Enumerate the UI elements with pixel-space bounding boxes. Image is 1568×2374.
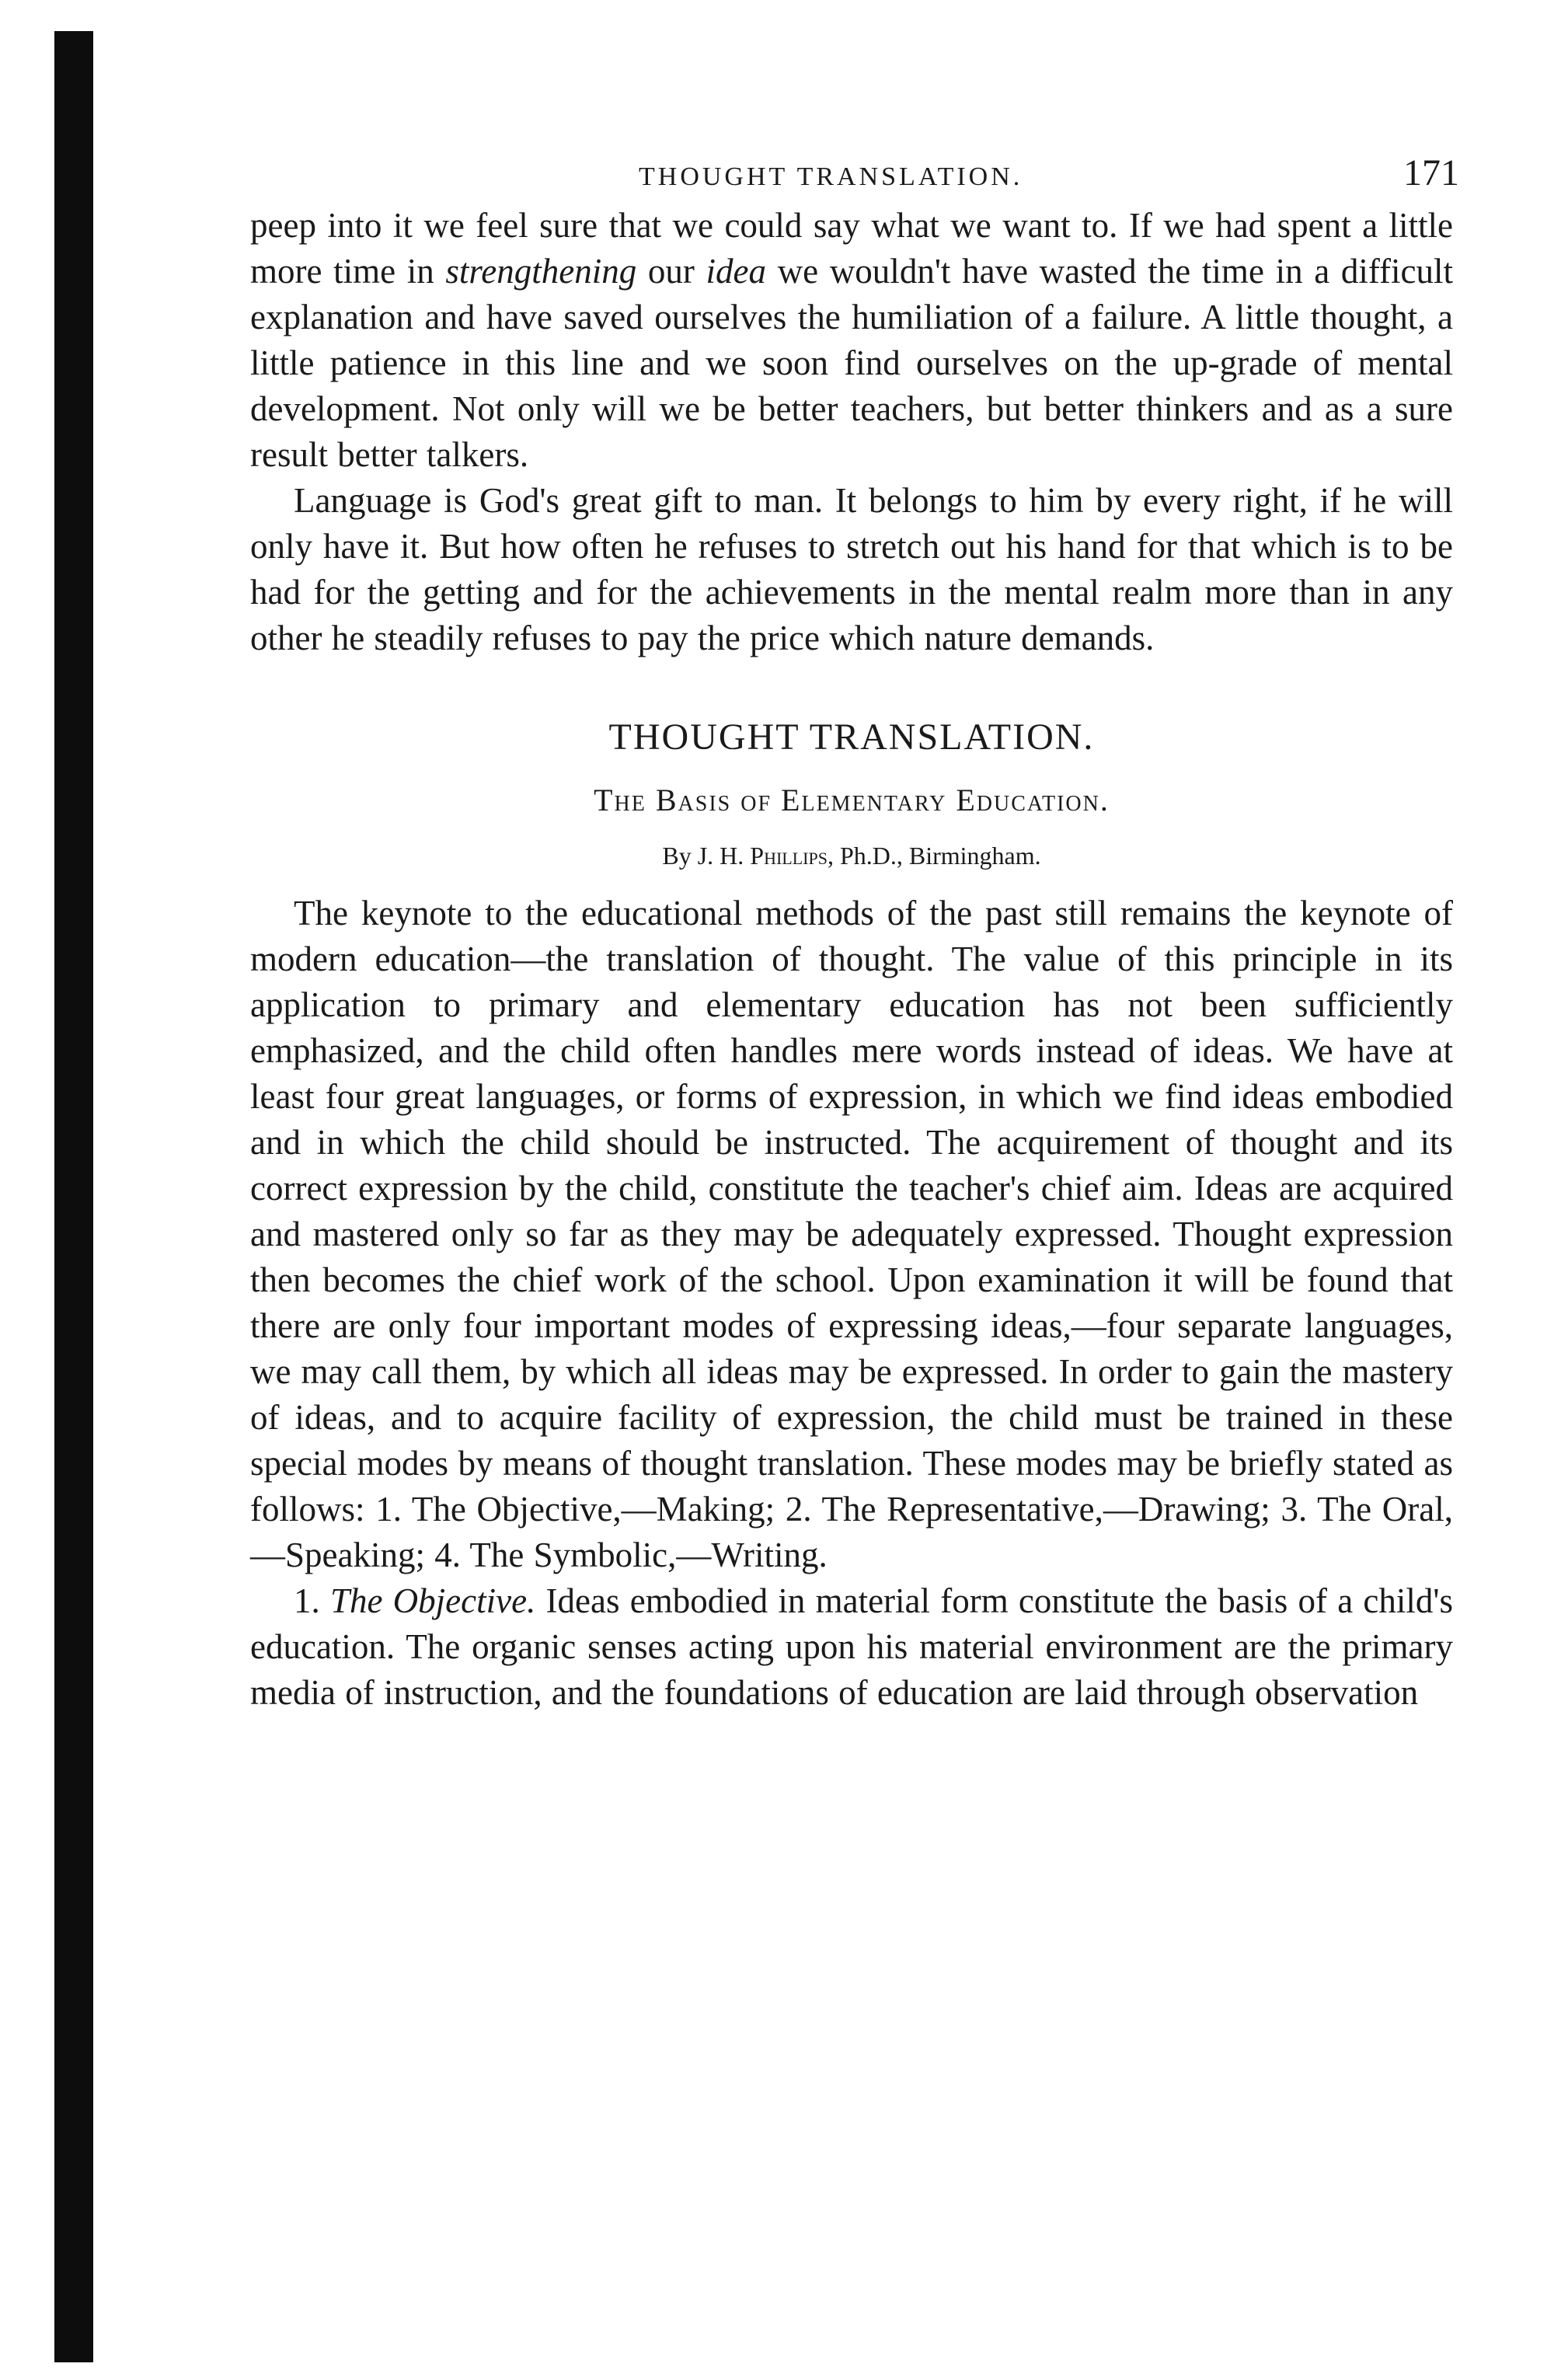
continued-paragraph xyxy=(250,203,1453,478)
italic-word-strengthening: strengthening xyxy=(445,252,637,291)
byline-author: Phillips xyxy=(750,842,828,870)
section-number: 1. xyxy=(294,1581,330,1620)
objective-paragraph xyxy=(250,1578,1453,1716)
keynote-paragraph: The keynote to the educational methods of the past still remains the keynote of modern education—the translation of thought. The value of this principle in its application to primary and elementary education has not been sufficiently emphasized, and the child often handles mere words instead of ideas. We have at least four great languages, or forms of expression, in which we find ideas embodied and in which the child should be instructed. The acquirement of thought and its correct expression by the child, constitute the teacher's chief aim. Ideas are acquired and mastered only so far as they may be adequately expressed. Thought expression then becomes the chief work of the school. Upon examination it will be found that there are only four important modes of expressing ideas,—four separate languages, we may call them, by which all ideas may be expressed. In order to gain the mastery of ideas, and to acquire facility of expression, the child must be trained in these special modes by means of thought translation. These modes may be briefly stated as follows: 1. The Objective,—Making; 2. The Representative,—Drawing; 3. The Oral,—Speaking; 4. The Symbolic,—Writing. xyxy=(250,894,1453,1574)
byline-suffix: , Ph.D., Birmingham. xyxy=(827,842,1041,870)
text-run: we wouldn't have wasted the time in a difficult explanation and have saved ourselves the humiliation of a failure. A little thought, a little patience in this line and we soon find ourselves on the up-grade of mental development. Not only will we be better teachers, but better thinkers and as a sure result better talkers. xyxy=(250,252,1453,474)
section-heading-objective: The Objective. xyxy=(329,1581,536,1620)
book-page xyxy=(250,152,1459,1716)
running-title: THOUGHT TRANSLATION. xyxy=(639,162,1023,191)
text-run: peep into it we feel sure that we could say what we want to. If we had spent a little more time in xyxy=(250,206,1453,291)
page-number: 171 xyxy=(1403,152,1459,193)
text-run: our xyxy=(636,252,706,291)
running-header xyxy=(250,152,1459,203)
article-title: THOUGHT TRANSLATION. xyxy=(608,716,1095,758)
language-paragraph: Language is God's great gift to man. It belongs to him by every right, if he will only have it. But how often he refuses to stretch out his hand for that which is to be had for the getting and for the achievements in the mental realm more than in any other he steadily refuses to pay the price which nature demands. xyxy=(250,481,1453,657)
scan-margin-edge xyxy=(54,31,93,2362)
italic-word-idea: idea xyxy=(706,252,767,291)
article-subtitle: The Basis of Elementary Education. xyxy=(594,783,1110,817)
byline-prefix: By J. H. xyxy=(662,842,751,870)
article-byline xyxy=(250,842,1453,870)
text-run: Ideas embodied in material form constitute the basis of a child's education. The organic senses acting upon his material environment are the primary media of instruction, and the foundations of education are laid through observation xyxy=(250,1581,1453,1712)
